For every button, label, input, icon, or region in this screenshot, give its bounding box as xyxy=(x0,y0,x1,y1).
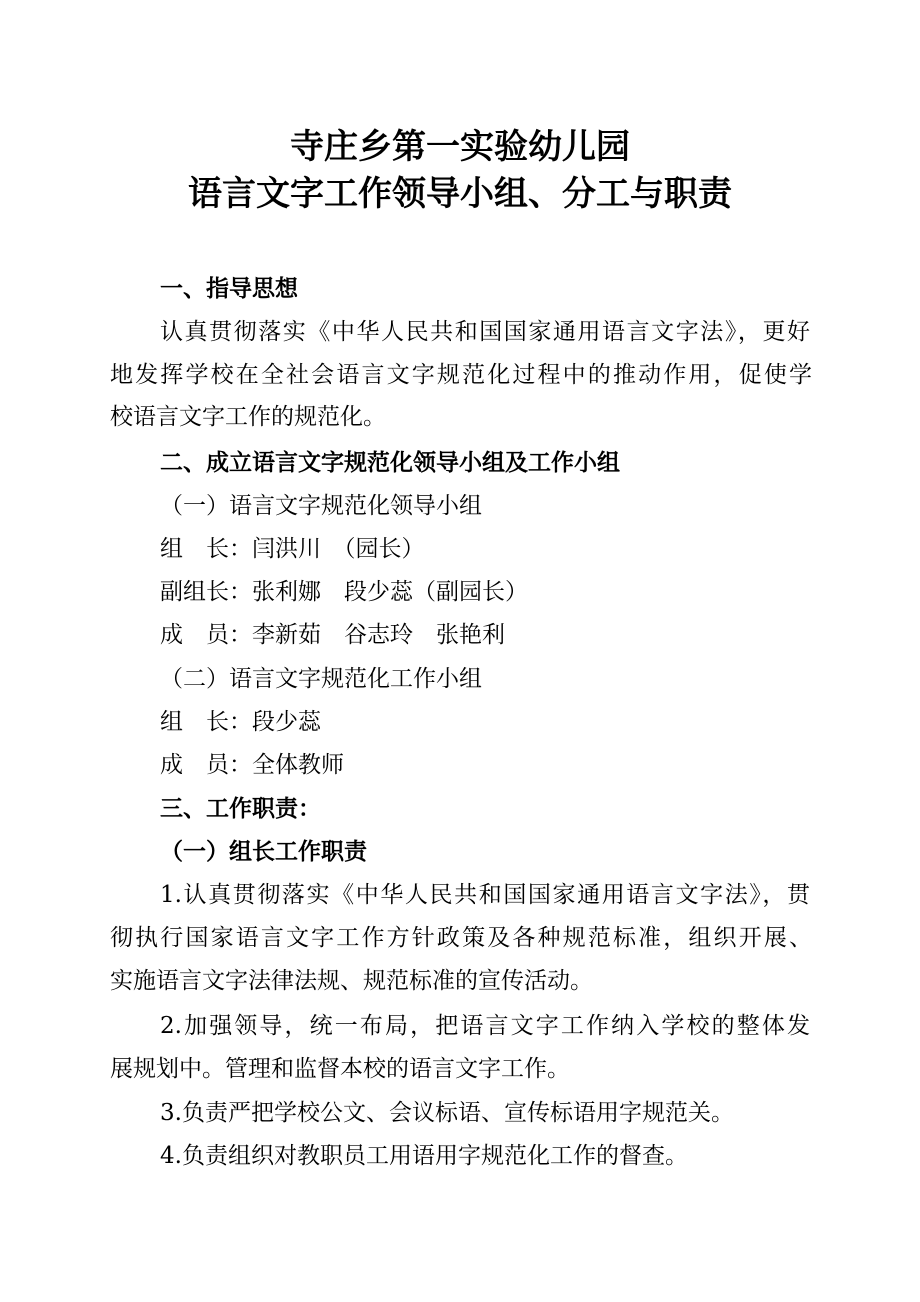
group1-deputy: 副组长：张利娜 段少蕊（副园长） xyxy=(160,579,528,605)
duty-item4: 4.负责组织对教职员工用语用字规范化工作的督查。 xyxy=(160,1143,688,1169)
duty-item1-line3: 实施语言文字法律法规、规范标准的宣传活动。 xyxy=(110,968,593,994)
group1-members: 成 员：李新茹 谷志玲 张艳利 xyxy=(160,622,505,648)
duty-item3: 3.负责严把学校公文、会议标语、宣传标语用字规范关。 xyxy=(160,1100,734,1126)
group2-leader: 组 长：段少蕊 xyxy=(160,709,321,735)
duty-item2-line2: 展规划中。管理和监督本校的语言文字工作。 xyxy=(110,1056,570,1082)
document-title-line2: 语言文字工作领导小组、分工与职责 xyxy=(188,174,732,214)
document-title-line1: 寺庄乡第一实验幼儿园 xyxy=(290,127,630,167)
duty-item2-line1: 2.加强领导，统一布局，把语言文字工作纳入学校的整体发 xyxy=(160,1013,810,1039)
section1-heading: 一、指导思想 xyxy=(160,276,298,302)
section1-paragraph-line3: 校语言文字工作的规范化。 xyxy=(110,404,386,430)
section1-paragraph-line1: 认真贯彻落实《中华人民共和国国家通用语言文字法》，更好 xyxy=(160,319,810,345)
section1-paragraph-line2: 地发挥学校在全社会语言文字规范化过程中的推动作用，促使学 xyxy=(110,362,812,388)
group1-leader: 组 长：闫洪川 （园长） xyxy=(160,536,425,562)
section3-heading: 三、工作职责： xyxy=(160,796,321,822)
section2-heading: 二、成立语言文字规范化领导小组及工作小组 xyxy=(160,450,620,476)
group2-heading: （二）语言文字规范化工作小组 xyxy=(160,666,482,692)
section3-subheading: （一）组长工作职责 xyxy=(160,839,367,865)
duty-item1-line1: 1.认真贯彻落实《中华人民共和国国家通用语言文字法》，贯 xyxy=(160,882,810,908)
duty-item1-line2: 彻执行国家语言文字工作方针政策及各种规范标准，组织开展、 xyxy=(110,925,812,951)
group1-heading: （一）语言文字规范化领导小组 xyxy=(160,493,482,519)
group2-members: 成 员：全体教师 xyxy=(160,752,344,778)
